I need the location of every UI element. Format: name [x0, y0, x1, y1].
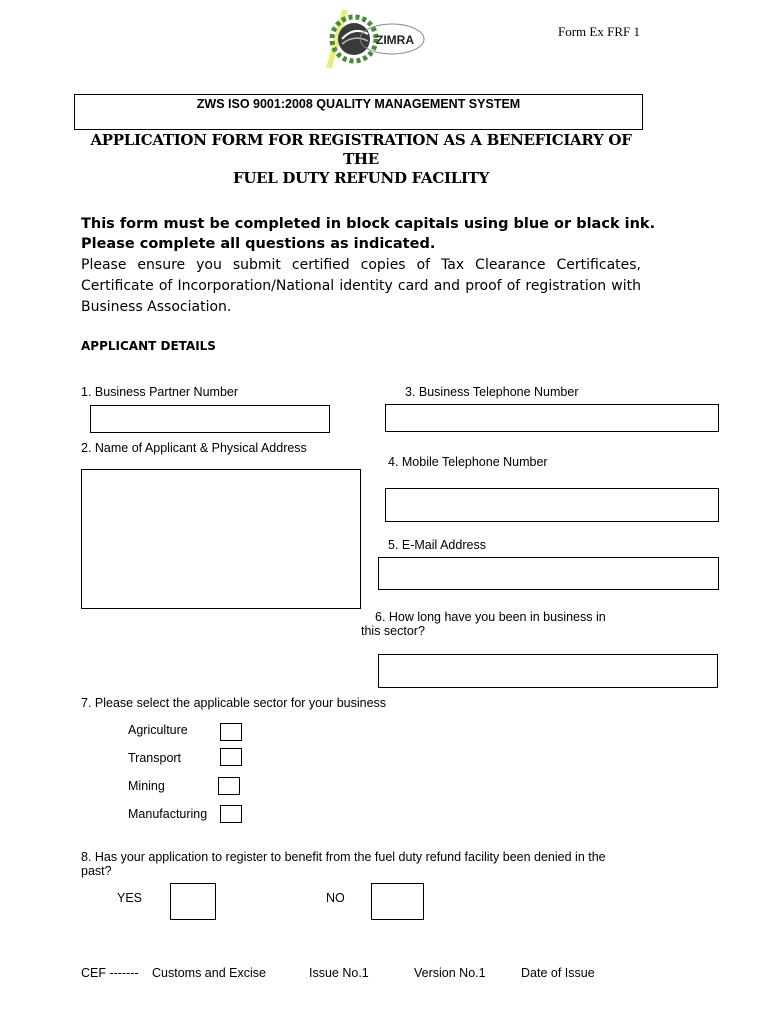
label-agriculture: Agriculture: [128, 723, 188, 737]
label-sector-question: 7. Please select the applicable sector for your business: [81, 696, 387, 710]
title-line-1: APPLICATION FORM FOR REGISTRATION AS A BENEFICIARY OF THE: [90, 131, 632, 168]
label-business-telephone: 3. Business Telephone Number: [405, 385, 579, 399]
label-years-in-business-2: this sector?: [361, 624, 425, 638]
business-telephone-field[interactable]: [385, 404, 719, 432]
checkbox-manufacturing[interactable]: [220, 805, 242, 823]
label-name-address: 2. Name of Applicant & Physical Address: [81, 441, 307, 455]
svg-text:ZIMRA: ZIMRA: [376, 33, 414, 47]
label-mining: Mining: [128, 779, 165, 793]
form-title: [80, 131, 642, 188]
label-email: 5. E-Mail Address: [388, 538, 486, 552]
yes-box[interactable]: [170, 883, 216, 920]
label-yes: YES: [117, 891, 143, 905]
checkbox-agriculture[interactable]: [220, 723, 242, 741]
label-manufacturing: Manufacturing: [128, 807, 208, 821]
footer-date: Date of Issue: [521, 966, 595, 980]
instruction-line-1: This form must be completed in block capitals using blue or black ink.: [81, 216, 656, 232]
footer-version: Version No.1: [414, 966, 486, 980]
zimra-emblem-icon: [318, 8, 428, 70]
label-mobile-telephone: 4. Mobile Telephone Number: [388, 455, 548, 469]
label-transport: Transport: [128, 751, 182, 765]
label-years-in-business-1: 6. How long have you been in business in: [375, 610, 606, 624]
checkbox-mining[interactable]: [218, 777, 240, 795]
qms-text: ZWS ISO 9001:2008 QUALITY MANAGEMENT SYSTEM: [196, 97, 521, 111]
instruction-line-2: Please complete all questions as indicated.: [81, 236, 436, 252]
title-line-2: FUEL DUTY REFUND FACILITY: [233, 169, 489, 187]
zimra-logo: [318, 8, 428, 70]
label-denied-question-2: past?: [81, 864, 112, 878]
years-in-business-field[interactable]: [378, 654, 718, 688]
business-partner-number-field[interactable]: [90, 405, 330, 433]
qms-banner: [74, 94, 643, 130]
label-business-partner-number: 1. Business Partner Number: [81, 385, 239, 399]
footer-issue: Issue No.1: [309, 966, 369, 980]
label-no: NO: [326, 891, 345, 905]
form-code: Form Ex FRF 1: [558, 24, 640, 39]
no-box[interactable]: [371, 883, 424, 920]
footer-dept: Customs and Excise: [152, 966, 266, 980]
section-applicant-details: APPLICANT DETAILS: [81, 339, 216, 353]
footer-cef: CEF -------: [81, 966, 139, 980]
checkbox-transport[interactable]: [220, 748, 242, 766]
email-field[interactable]: [378, 557, 719, 590]
mobile-telephone-field[interactable]: [385, 488, 719, 522]
label-denied-question-1: 8. Has your application to register to benefit from the fuel duty refund facility been denied in the: [81, 850, 606, 864]
name-address-field[interactable]: [81, 469, 361, 609]
instruction-paragraph: Please ensure you submit certified copies of Tax Clearance Certificates, Certificate of Incorporation/National identity card and proof of registration with Business Association.: [81, 257, 641, 315]
